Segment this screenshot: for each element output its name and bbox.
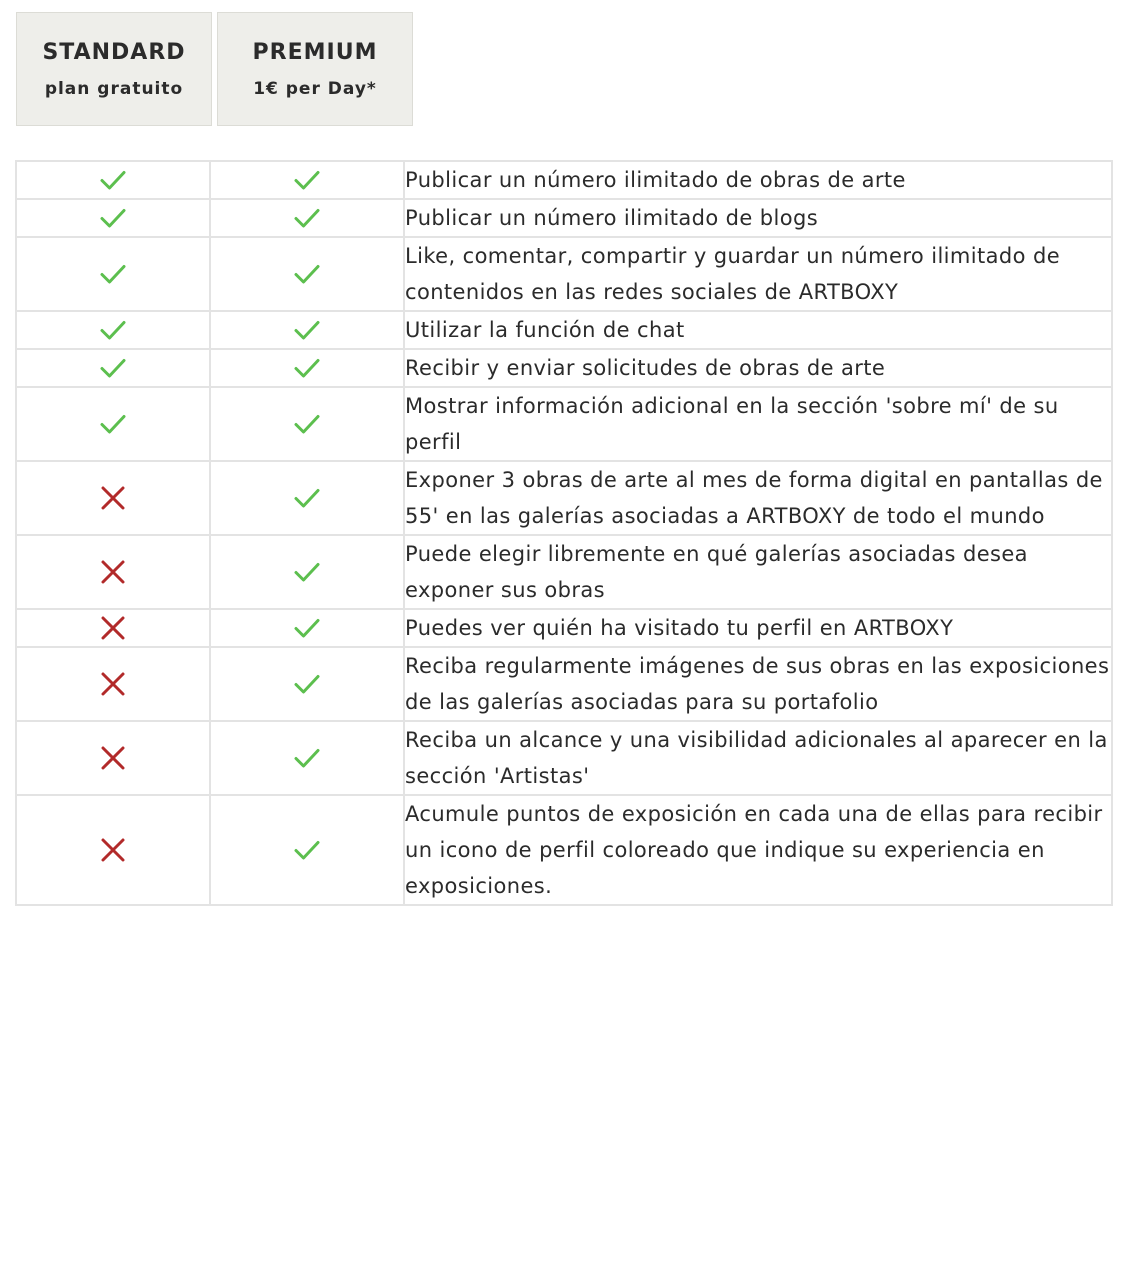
- cross-icon: [99, 670, 127, 698]
- cross-icon: [99, 836, 127, 864]
- feature-text: Reciba regularmente imágenes de sus obras en las exposiciones de las galerías asociadas para su portafolio: [404, 647, 1112, 721]
- cross-icon: [99, 614, 127, 642]
- check-icon: [99, 410, 127, 438]
- premium-cell: [210, 237, 404, 311]
- cross-icon: [99, 484, 127, 512]
- check-icon: [99, 260, 127, 288]
- cross-icon: [99, 558, 127, 586]
- standard-cell: [16, 161, 210, 199]
- check-icon: [293, 354, 321, 382]
- feature-text: Puede elegir libremente en qué galerías asociadas desea exponer sus obras: [404, 535, 1112, 609]
- table-row: [16, 311, 1112, 349]
- plan-name: STANDARD: [42, 39, 186, 65]
- standard-cell: [16, 535, 210, 609]
- check-icon: [293, 614, 321, 642]
- premium-cell: [210, 647, 404, 721]
- standard-cell: [16, 647, 210, 721]
- plan-premium: [217, 12, 413, 126]
- premium-cell: [210, 721, 404, 795]
- standard-cell: [16, 461, 210, 535]
- premium-cell: [210, 349, 404, 387]
- premium-cell: [210, 795, 404, 905]
- premium-cell: [210, 461, 404, 535]
- feature-text: Puedes ver quién ha visitado tu perfil en ARTBOXY: [404, 609, 1112, 647]
- standard-cell: [16, 609, 210, 647]
- feature-text: Publicar un número ilimitado de blogs: [404, 199, 1112, 237]
- standard-cell: [16, 311, 210, 349]
- feature-text: Mostrar información adicional en la sección 'sobre mí' de su perfil: [404, 387, 1112, 461]
- table-row: [16, 535, 1112, 609]
- check-icon: [293, 316, 321, 344]
- feature-text: Acumule puntos de exposición en cada una de ellas para recibir un icono de perfil coloreado que indique su experiencia en exposiciones.: [404, 795, 1112, 905]
- premium-cell: [210, 535, 404, 609]
- table-row: [16, 721, 1112, 795]
- premium-cell: [210, 199, 404, 237]
- standard-cell: [16, 387, 210, 461]
- standard-cell: [16, 795, 210, 905]
- check-icon: [99, 166, 127, 194]
- plan-subtitle: 1€ per Day*: [253, 78, 377, 99]
- feature-text: Recibir y enviar solicitudes de obras de arte: [404, 349, 1112, 387]
- table-row: [16, 647, 1112, 721]
- check-icon: [293, 836, 321, 864]
- table-row: [16, 461, 1112, 535]
- standard-cell: [16, 237, 210, 311]
- feature-text: Publicar un número ilimitado de obras de arte: [404, 161, 1112, 199]
- premium-cell: [210, 161, 404, 199]
- table-row: [16, 349, 1112, 387]
- table-row: [16, 161, 1112, 199]
- premium-cell: [210, 609, 404, 647]
- check-icon: [293, 558, 321, 586]
- premium-cell: [210, 387, 404, 461]
- check-icon: [293, 484, 321, 512]
- plan-headers: [16, 12, 413, 126]
- cross-icon: [99, 744, 127, 772]
- standard-cell: [16, 199, 210, 237]
- feature-text: Reciba un alcance y una visibilidad adicionales al aparecer en la sección 'Artistas': [404, 721, 1112, 795]
- plan-standard: [16, 12, 212, 126]
- check-icon: [293, 260, 321, 288]
- check-icon: [293, 744, 321, 772]
- check-icon: [293, 670, 321, 698]
- check-icon: [293, 410, 321, 438]
- plan-name: PREMIUM: [252, 39, 378, 65]
- check-icon: [293, 166, 321, 194]
- standard-cell: [16, 721, 210, 795]
- feature-text: Utilizar la función de chat: [404, 311, 1112, 349]
- table-row: [16, 795, 1112, 905]
- table-row: [16, 199, 1112, 237]
- feature-comparison-table: [15, 160, 1113, 906]
- check-icon: [99, 316, 127, 344]
- table-row: [16, 237, 1112, 311]
- check-icon: [293, 204, 321, 232]
- table-row: [16, 387, 1112, 461]
- check-icon: [99, 354, 127, 382]
- table-row: [16, 609, 1112, 647]
- feature-text: Like, comentar, compartir y guardar un número ilimitado de contenidos en las redes sociales de ARTBOXY: [404, 237, 1112, 311]
- check-icon: [99, 204, 127, 232]
- plan-subtitle: plan gratuito: [44, 78, 184, 99]
- premium-cell: [210, 311, 404, 349]
- standard-cell: [16, 349, 210, 387]
- feature-text: Exponer 3 obras de arte al mes de forma digital en pantallas de 55' en las galerías asociadas a ARTBOXY de todo el mundo: [404, 461, 1112, 535]
